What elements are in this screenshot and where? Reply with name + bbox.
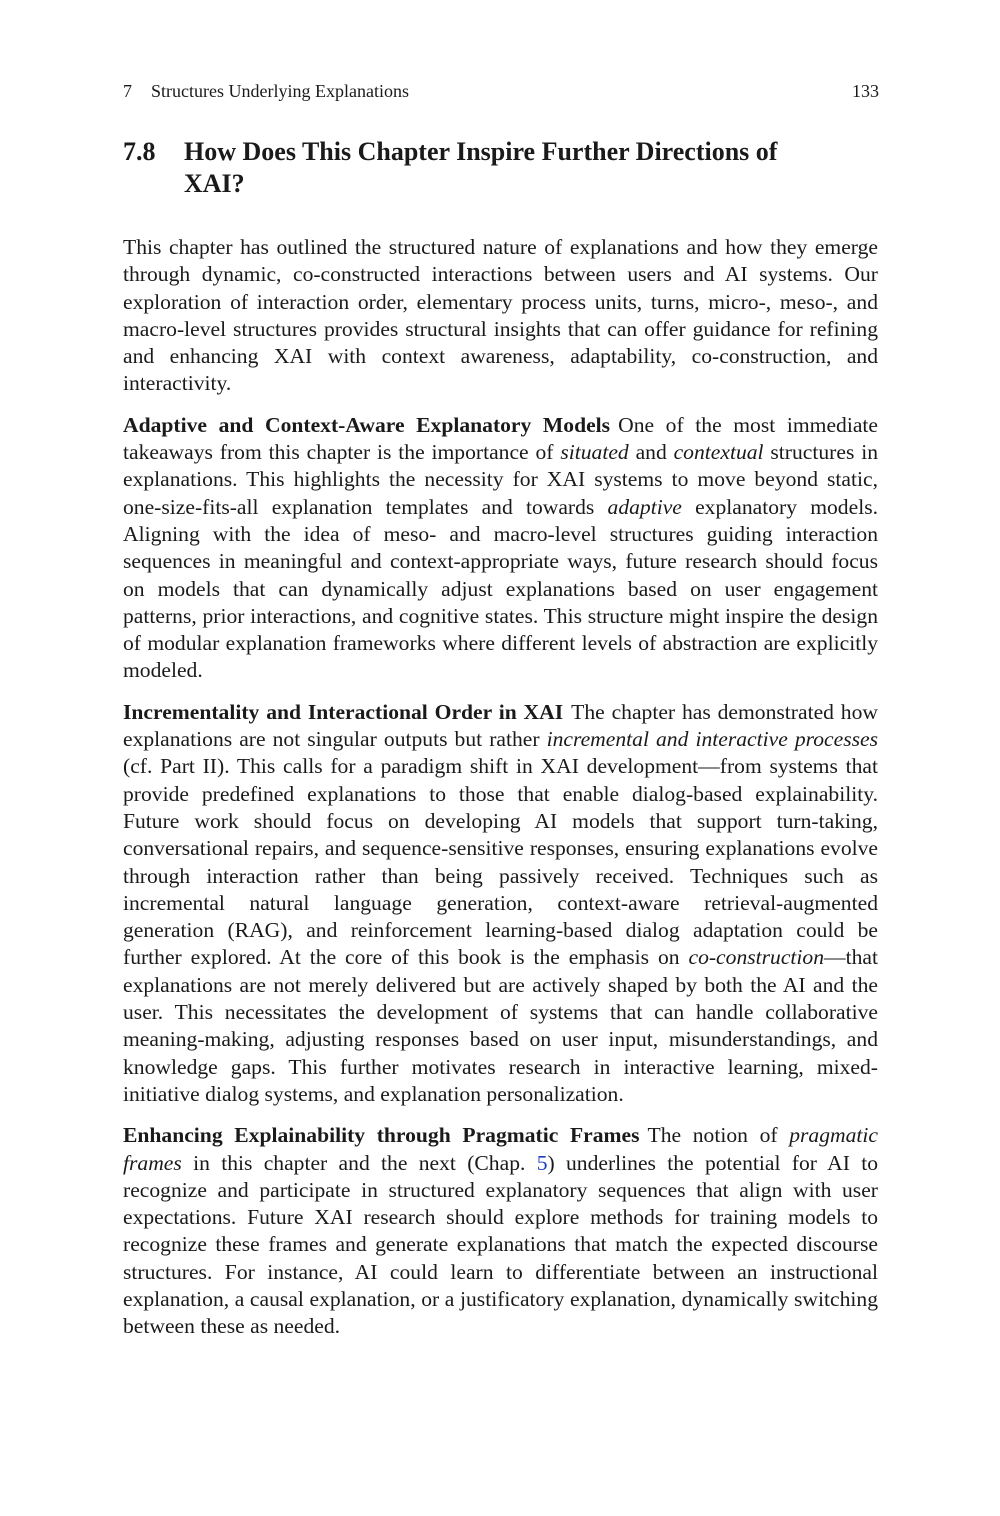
- page-number: 133: [852, 81, 879, 101]
- paragraph-intro: This chapter has outlined the structured nature of explanations and how they emerge through dynamic, co-constructed interactions between users and AI systems. Our exploration of interaction order, elementary process units, turns, micro-, meso-, and macro-level structures provides structural insights that can offer guidance for refining and enhancing XAI with context awareness, adaptability, co-construction, and interactivity.: [123, 235, 878, 396]
- paragraph-text: The notion of: [647, 1123, 790, 1148]
- paragraph-text: structures in explanations. This highlights the necessity for XAI systems to move beyond static, one-size-fits-all explanation templates and towards: [123, 440, 878, 519]
- section-number: 7.8: [123, 137, 156, 166]
- section-heading: [123, 136, 823, 200]
- paragraph-adaptive: [123, 412, 878, 685]
- run-in-heading-adaptive: Adaptive and Context-Aware Explanatory Models: [123, 412, 611, 437]
- paragraph-text: ) underlines the potential for AI to recognize and participate in structured explanatory sequences that align with user expectations. Future XAI research should explore methods for training models to recognize these frames and generate explanations that match the expected discourse structures. For instance, AI could learn to differentiate between an instructional explanation, a causal explanation, or a justificatory explanation, dynamically switching between these as needed.: [123, 1150, 878, 1339]
- emphasis-text: incremental and interactive processes: [546, 727, 879, 752]
- paragraph-incrementality: [123, 699, 878, 1108]
- chapter-cross-reference-link[interactable]: 5: [536, 1150, 548, 1175]
- run-in-heading-pragmatic: Enhancing Explainability through Pragmatic Frames: [123, 1123, 640, 1148]
- emphasis-text: pragmatic frames: [123, 1123, 878, 1175]
- paragraph-text: The chapter has demonstrated how explanations are not singular outputs but rather: [123, 699, 878, 752]
- paragraph-text: explanatory models. Aligning with the idea of meso- and macro-level structures guiding interaction sequences in meaningful and context-appropriate ways, future research should focus on models that can dynamically adjust explanations based on user engagement patterns, prior interactions, and cognitive states. This structure might inspire the design of modular explanation frameworks where different levels of abstraction are explicitly modeled.: [123, 494, 878, 683]
- paragraph-pragmatic: [123, 1122, 878, 1340]
- paragraph-text: One of the most immediate takeaways from this chapter is the importance of: [123, 412, 878, 465]
- section-title: How Does This Chapter Inspire Further Directions of XAI?: [184, 137, 778, 198]
- run-in-heading-incrementality: Incrementality and Interactional Order in XAI: [123, 699, 564, 724]
- emphasis-text: co-construction: [688, 945, 825, 970]
- emphasis-text: adaptive: [607, 494, 682, 519]
- paragraph-text: —that explanations are not merely delivered but are actively shaped by both the AI and the user. This necessitates the development of systems that can handle collaborative meaning-making, adjusting responses based on user input, misunderstandings, and knowledge gaps. This further motivates research in interactive learning, mixed-initiative dialog systems, and explanation personalization.: [123, 945, 878, 1106]
- running-head: [123, 79, 879, 103]
- paragraph-text: in this chapter and the next (Chap.: [181, 1150, 537, 1175]
- running-head-chapter-number: 7: [123, 81, 132, 101]
- emphasis-text: situated: [560, 440, 629, 465]
- emphasis-text: contextual: [673, 440, 764, 465]
- running-head-chapter-title: Structures Underlying Explanations: [151, 81, 409, 101]
- paragraph-text: (cf. Part II). This calls for a paradigm shift in XAI development—from systems that provide predefined explanations to those that enable dialog-based explainability. Future work should focus on developing AI models that support turn-taking, conversational repairs, and sequence-sensitive responses, ensuring explanations evolve through interaction rather than being passively received. Techniques such as incremental natural language generation, context-aware retrieval-augmented generation (RAG), and reinforcement learning-based dialog adaptation could be further explored. At the core of this book is the emphasis on: [123, 754, 878, 970]
- paragraph-text: and: [628, 440, 674, 465]
- body-text: [123, 234, 878, 1355]
